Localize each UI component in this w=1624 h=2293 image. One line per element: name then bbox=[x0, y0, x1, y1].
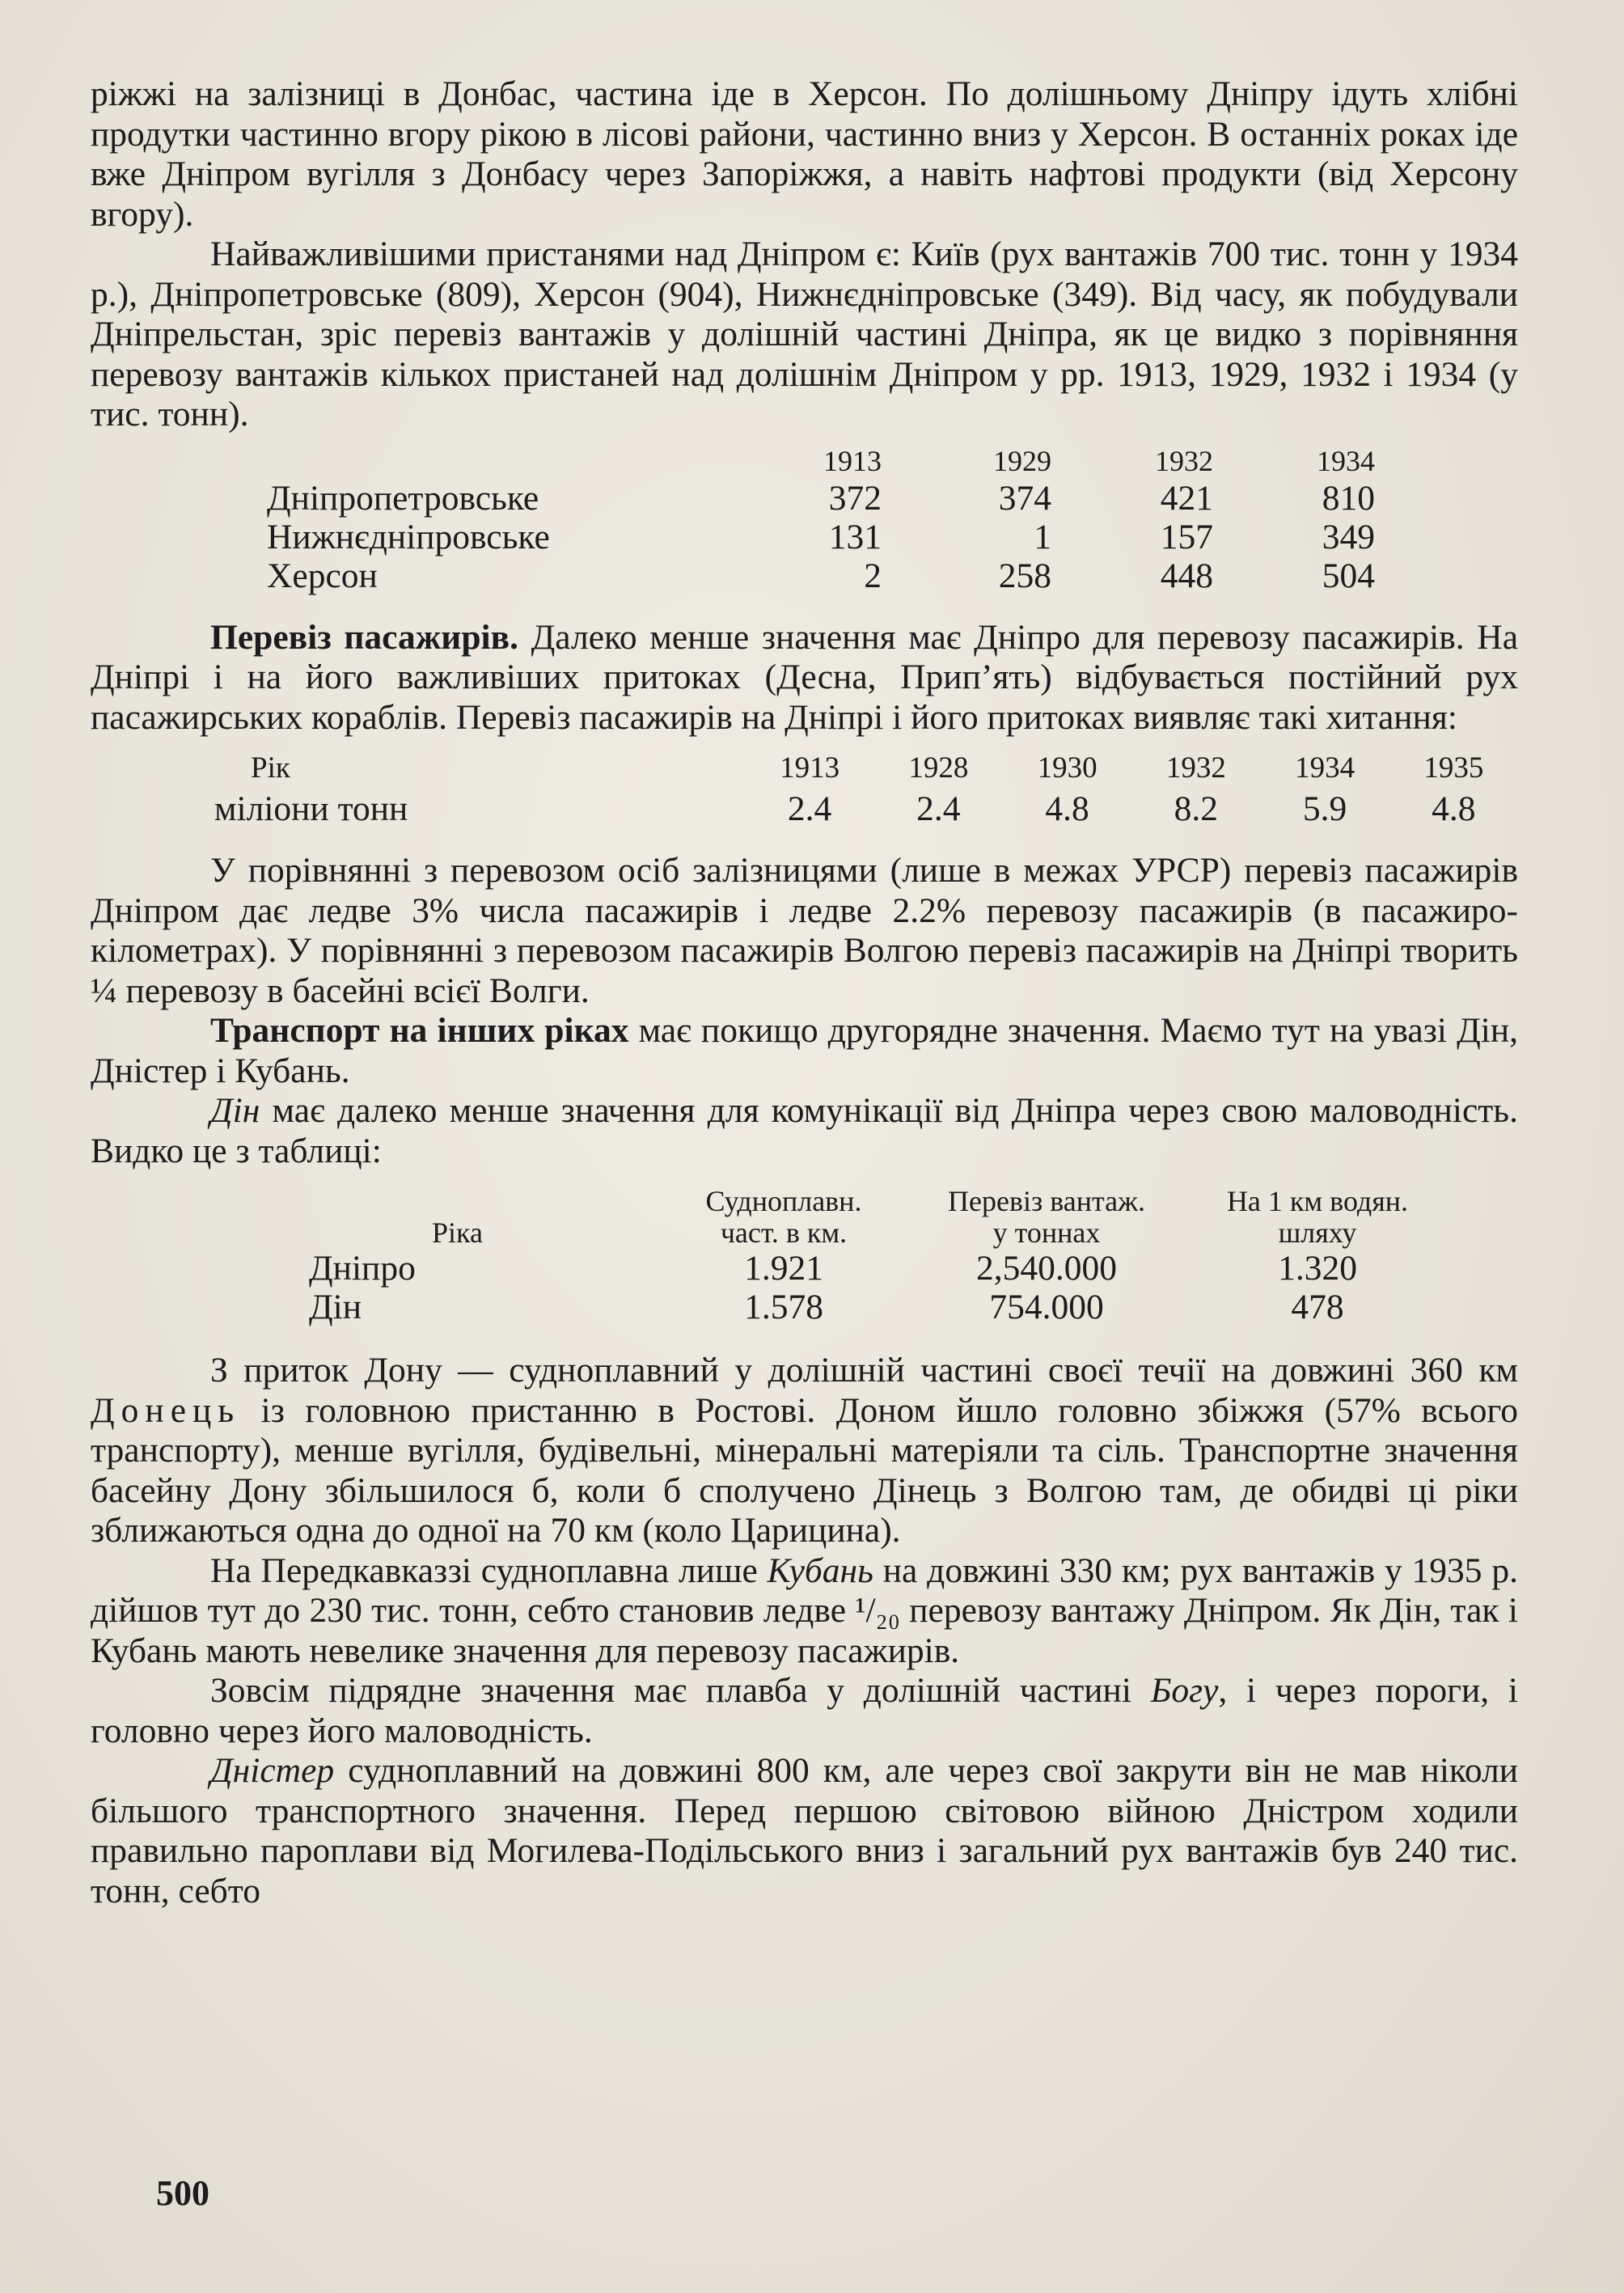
table-cell: 1.578 bbox=[744, 1288, 823, 1326]
paragraph-bug bbox=[91, 1671, 1518, 1751]
paragraph-donets bbox=[91, 1351, 1518, 1551]
paragraph-dniester-text: судноплавний на довжині 800 км, але через свої закрути він не мав ніколи більшого транспортного значення. Перед першою світовою війною Дністром ходили правильно пароплави від Могилева-Подільського вниз і загальний рух вантажів був 240 тис. тонн, себто bbox=[91, 1751, 1518, 1910]
table-cell: 2.4 bbox=[787, 789, 832, 828]
table-row bbox=[309, 1288, 1451, 1326]
table-row bbox=[267, 479, 1375, 518]
paragraph-kuban-part1: На Передкавказзі судноплавна лише bbox=[210, 1551, 768, 1590]
table-cell: 4.8 bbox=[1432, 789, 1476, 828]
table-cell: 1.320 bbox=[1278, 1249, 1357, 1288]
paragraph-passengers-text: Далеко менше значення має Дніпро для перевозу пасажирів. На Дніпрі і на його важливіших притоках (Десна, Прип’ять) відбувається постійний рух пасажирських кораблів. Перевіз пасажирів на Дніпрі і його притоках виявляє такі хитання: bbox=[91, 617, 1518, 737]
paragraph-intro: ріжжі на залізниці в Донбас, частина іде в Херсон. По долішньому Дніпру ідуть хлібні продутки частинно вгору рікою в лісові райони, частинно вниз у Херсон. В останніх роках іде вже Дніпром вугілля з Донбасу через Запоріжжя, а навіть нафтові продукти (від Херсону вгору). bbox=[91, 74, 1518, 234]
paragraph-ports: Найважливішими пристанями над Дніпром є: Київ (рух вантажів 700 тис. тонн у 1934 р.), Дніпропетровське (809), Херсон (904), Нижнєдніпровське (349). Від часу, як побудували Дніпрельстан, зріс перевіз вантажів у долішній частині Дніпра, як це видко з порівняння перевозу вантажів кількох пристаней над долішнім Дніпром у рр. 1913, 1929, 1932 і 1934 (у тис. тонн). bbox=[91, 235, 1518, 434]
table-port-cargo bbox=[267, 443, 1375, 595]
row-label-value: міліони тонн bbox=[214, 789, 408, 828]
river-name-don: Дін bbox=[210, 1091, 260, 1130]
year-header: 1932 bbox=[1155, 444, 1213, 477]
header-per-km-line1: На 1 км водян. bbox=[1226, 1185, 1409, 1217]
year-header: 1934 bbox=[1295, 751, 1355, 785]
paragraph-donets-part2: із головною пристанню в Ростові. Доном йшло головно збіжжя (57% всього транспорту), менше вугілля, будівельні, мінеральні матеріяли та сіль. Транспортне значення басейну Дону збільшилося б, коли б сполучено Дінець з Волгою там, де обидві ці ріки зближаються одна до одної на 70 км (коло Царицина). bbox=[91, 1390, 1518, 1550]
year-header: 1934 bbox=[1317, 444, 1375, 477]
table-cell: 421 bbox=[1160, 478, 1213, 518]
table-cell: 372 bbox=[828, 478, 882, 518]
paragraph-don bbox=[91, 1091, 1518, 1171]
table-rivers bbox=[309, 1186, 1451, 1326]
table-cell: 349 bbox=[1322, 517, 1375, 556]
section-heading-passengers: Перевіз пасажирів. bbox=[210, 617, 518, 657]
page-number: 500 bbox=[156, 2173, 209, 2213]
header-per-km bbox=[1184, 1186, 1451, 1249]
header-cargo-line2: у тоннах bbox=[992, 1216, 1101, 1249]
header-river: Ріка bbox=[432, 1216, 483, 1249]
table-cell: 131 bbox=[828, 517, 882, 556]
table-cell: 1 bbox=[1034, 517, 1051, 556]
river-name: Дніпро bbox=[309, 1249, 416, 1288]
header-navigable-line1: Судноплавн. bbox=[705, 1185, 862, 1217]
header-navigable bbox=[658, 1186, 909, 1249]
river-name-bug: Богу bbox=[1150, 1671, 1219, 1710]
paragraph-compare: У порівнянні з перевозом осіб залізницями (лише в межах УРСР) перевіз пасажирів Дніпром дає ледве 3% числа пасажирів і ледве 2.2% перевозу пасажирів (в пасажиро-кілометрах). У порівнянні з перевозом пасажирів Волгою перевіз пасажирів на Дніпрі творить ¼ перевозу в басейні всієї Волги. bbox=[91, 851, 1518, 1010]
paragraph-don-text: має далеко менше значення для комунікації від Дніпра через свою маловодність. Видко це з таблиці: bbox=[91, 1091, 1518, 1170]
header-cargo bbox=[909, 1186, 1184, 1249]
table-cell: 448 bbox=[1160, 556, 1213, 595]
table-cell: 8.2 bbox=[1174, 789, 1219, 828]
table-header-row bbox=[309, 1186, 1451, 1249]
paragraph-other-rivers bbox=[91, 1011, 1518, 1091]
header-navigable-line2: част. в км. bbox=[720, 1216, 848, 1249]
table-cell: 810 bbox=[1322, 478, 1375, 518]
river-name-donets: Донець bbox=[91, 1390, 241, 1430]
year-header: 1935 bbox=[1423, 751, 1484, 785]
table-cell: 157 bbox=[1160, 517, 1213, 556]
header-cargo-line1: Перевіз вантаж. bbox=[948, 1185, 1145, 1217]
table-cell: 1.921 bbox=[744, 1249, 823, 1288]
paragraph-bug-part2: , і через пороги, і головно через його маловодність. bbox=[91, 1671, 1518, 1750]
river-name: Дін bbox=[309, 1288, 362, 1326]
table-cell: 374 bbox=[998, 478, 1051, 518]
section-heading-other-rivers: Транспорт на інших ріках bbox=[210, 1011, 629, 1050]
table-row bbox=[214, 788, 1518, 830]
port-name: Нижнєдніпровське bbox=[267, 517, 550, 556]
table-cell: 504 bbox=[1322, 556, 1375, 595]
year-header: 1913 bbox=[780, 751, 840, 785]
paragraph-kuban-part2: на довжині 330 км; рух вантажів у 1935 р. дійшов тут до 230 тис. тонн, себто становив ледве ¹/₂₀ перевозу вантажу Дніпром. Як Дін, так і Кубань мають невелике значення для перевозу пасажирів. bbox=[91, 1551, 1518, 1670]
paragraph-bug-part1: Зовсім підрядне значення має плавба у долішній частині bbox=[210, 1671, 1151, 1710]
table-cell: 754.000 bbox=[989, 1288, 1104, 1326]
paragraph-kuban bbox=[91, 1551, 1518, 1672]
table-cell: 258 bbox=[998, 556, 1051, 595]
table-cell: 2,540.000 bbox=[976, 1249, 1117, 1288]
year-header: 1913 bbox=[823, 444, 882, 477]
table-cell: 2 bbox=[864, 556, 882, 595]
table-cell: 478 bbox=[1291, 1288, 1344, 1326]
port-name: Дніпропетровське bbox=[267, 478, 539, 518]
table-header-row bbox=[214, 749, 1518, 788]
year-header: 1930 bbox=[1037, 751, 1097, 785]
header-per-km-line2: шляху bbox=[1278, 1216, 1357, 1249]
table-row bbox=[309, 1249, 1451, 1288]
table-cell: 5.9 bbox=[1302, 789, 1347, 828]
river-name-kuban: Кубань bbox=[767, 1551, 873, 1590]
table-cell: 2.4 bbox=[916, 789, 961, 828]
paragraph-other-rivers-text: має покищо другорядне значення. Маємо тут на увазі Дін, Дністер і Кубань. bbox=[91, 1011, 1518, 1090]
row-label-year: Рік bbox=[251, 751, 290, 785]
text-column bbox=[91, 74, 1518, 1911]
paragraph-donets-part1: З приток Дону — судноплавний у долішній частині своєї течії на довжині 360 км bbox=[210, 1351, 1518, 1390]
table-cell: 4.8 bbox=[1045, 789, 1089, 828]
table-row bbox=[267, 518, 1375, 556]
paragraph-passengers bbox=[91, 618, 1518, 738]
paragraph-dniester bbox=[91, 1751, 1518, 1911]
table-row bbox=[267, 556, 1375, 595]
river-name-dniester: Дністер bbox=[210, 1751, 335, 1790]
table-passengers bbox=[214, 749, 1518, 830]
year-header: 1928 bbox=[908, 751, 969, 785]
port-name: Херсон bbox=[267, 556, 378, 595]
table-header-row bbox=[267, 443, 1375, 479]
year-header: 1932 bbox=[1165, 751, 1226, 785]
year-header: 1929 bbox=[993, 444, 1051, 477]
